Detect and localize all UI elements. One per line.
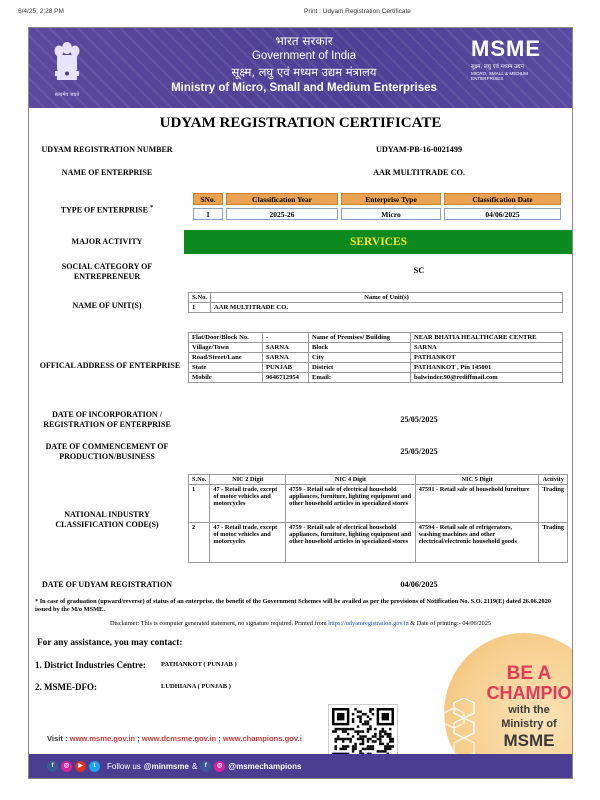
emblem-caption: सत्यमेव जयते [54,92,80,98]
enterprise-name-value: AAR MULTITRADE CO. [373,168,465,177]
type-table-header [193,193,563,205]
handle-minmsme[interactable]: @minmsme [143,762,189,771]
visit-separator: ; [218,734,221,743]
social-category-label: SOCIAL CATEGORY OF ENTREPRENEUR [61,262,153,281]
disclaimer-suffix: & Date of printing:- 04/06/2025 [410,620,492,627]
dfo-value: LUDHIANA ( PUNJAB ) [161,683,231,690]
address-label: OFFICAL ADDRESS OF ENTERPRISE [39,361,181,370]
nic-cell: 47594 - Retail sale of refrigerators, washing machines and other electrical/electronic household goods [415,523,539,563]
msme-logo-hindi: सूक्ष्म, लघु एवं मध्यम उद्यम [471,64,524,70]
ministry-english: Ministry of Micro, Small and Medium Enterprises [171,82,437,94]
nic-label: NATIONAL INDUSTRY CLASSIFICATION CODE(S) [55,510,159,529]
facebook-icon[interactable]: f [200,761,211,772]
gov-english: Government of India [251,50,357,62]
address-value: SARNA [263,353,309,363]
dfo-label: 2. MSME-DFO: [35,682,97,692]
enterprise-name-label: NAME OF ENTERPRISE [61,168,153,177]
type-header-year: Classification Year [226,193,338,205]
nic-cell: 4759 - Retail sale of electrical household appliances, furniture, lighting equipment and other household articles in specialized stores [286,523,416,563]
champions-site-link[interactable]: www.champions.gov.i [222,734,302,743]
government-banner [29,28,572,108]
type-cell-sno: 1 [193,208,223,220]
table-row [189,353,563,363]
address-key: Village/Town [189,343,263,353]
follow-text: Follow us [107,762,141,771]
type-cell-type: Micro [341,208,441,220]
visit-links [47,734,302,743]
handle-msmechampions[interactable]: @msmechampions [228,762,302,771]
dcmsme-site-link[interactable]: www.dcmsme.gov.in [141,734,217,743]
address-key: Block [309,343,411,353]
units-cell-sno: 1 [189,303,211,313]
address-key: Mobile [189,373,263,383]
nic-cell: 47591 - Retail sale of household furniture [415,485,539,523]
table-row [189,363,563,373]
address-value: PUNJAB [263,363,309,373]
address-key: Road/Street/Lane [189,353,263,363]
visit-prefix: Visit : [47,734,68,743]
incorporation-label: DATE OF INCORPORATION / REGISTRATION OF ENTERPRISE [43,410,171,429]
nic-header-4digit: NIC 4 Digit [286,475,416,485]
type-table-row [193,208,563,220]
major-activity-label: MAJOR ACTIVITY [71,237,143,246]
disclaimer-prefix: Disclaimer: This is computer generated statement, no signature required. Printed from [109,620,327,627]
address-key: State [189,363,263,373]
address-value: PATHANKOT [411,353,563,363]
nic-table-header [189,475,568,485]
instagram-icon[interactable]: ◎ [214,761,225,772]
dic-value: PATHANKOT ( PUNJAB ) [161,661,237,668]
footer-ampersand: & [191,762,198,771]
nic-cell: 1 [189,485,210,523]
type-label-asterisk: * [149,204,154,211]
address-value: - [263,333,309,343]
youtube-icon[interactable]: ▶ [75,761,86,772]
nic-table [188,474,568,563]
type-cell-year: 2025-26 [226,208,338,220]
commencement-label: DATE OF COMMENCEMENT OF PRODUCTION/BUSINESS [45,442,169,461]
nic-header-2digit: NIC 2 Digit [210,475,286,485]
msme-logo [471,38,561,81]
msme-site-link[interactable]: www.msme.gov.in [69,734,136,743]
nic-cell: 4759 - Retail sale of electrical household appliances, furniture, lighting equipment and other household articles in specialized stores [286,485,416,523]
type-label [37,203,177,215]
promo-line2: CHAMPIO [486,683,572,703]
email-value: balwinder.90@rediffmail.com [411,373,563,383]
enterprise-type-table [193,193,563,220]
reg-number-value: UDYAM-PB-16-0021499 [375,145,463,154]
promo-line3: with the [508,704,550,716]
address-value: SARNA [263,343,309,353]
address-value: NEAR BHATIA HEALTHCARE CENTRE [411,333,563,343]
address-value: 9646712954 [263,373,309,383]
type-cell-date: 04/06/2025 [444,208,561,220]
promo-line5: MSME [503,731,555,750]
social-category-value: SC [413,266,425,275]
assistance-heading: For any assistance, you may contact: [37,638,183,648]
facebook-icon[interactable]: f [47,761,58,772]
promo-line4: Ministry of [501,718,557,730]
nic-cell: 47 - Retail trade, except of motor vehicles and motorcycles [210,485,286,523]
udyam-date-value: 04/06/2025 [400,580,438,589]
units-header-sno: S.No. [189,293,211,303]
address-key: Flat/Door/Block No. [189,333,263,343]
table-row [189,523,568,563]
units-cell-name: AAR MULTITRADE CO. [211,303,563,313]
table-row [189,333,563,343]
address-value: PATHANKOT , Pin 145001 [411,363,563,373]
disclaimer-link[interactable]: https://udyamregistration.gov.in [328,620,409,627]
major-activity-value: SERVICES [184,230,573,254]
udyam-date-label: DATE OF UDYAM REGISTRATION [41,580,172,589]
address-key: District [309,363,411,373]
units-header-name: Name of Unit(s) [211,293,563,303]
msme-logo-english: MICRO, SMALL & MEDIUM ENTERPRISES [471,71,529,81]
table-row [189,303,563,313]
address-value: SARNA [411,343,563,353]
table-row [189,373,563,383]
disclaimer [29,620,572,627]
ministry-hindi: सूक्ष्म, लघु एवं मध्यम उद्यम मंत्रालय [231,65,377,79]
msme-logo-text: MSME [471,36,541,61]
nic-cell: 47 - Retail trade, except of motor vehicles and motorcycles [210,523,286,563]
social-footer [29,754,572,779]
type-header-type: Enterprise Type [341,193,441,205]
print-header [18,8,582,20]
address-key: Name of Premises/ Building [309,333,411,343]
certificate-frame [28,27,573,779]
nic-cell: 2 [189,523,210,563]
nic-header-activity: Activity [539,475,568,485]
units-table [188,292,563,313]
social-row [47,761,301,772]
address-key: Email: [309,373,411,383]
units-label: NAME OF UNIT(S) [72,301,142,310]
units-table-header [189,293,563,303]
incorporation-date: 25/05/2025 [400,415,438,424]
graduation-note: * In case of graduation (upward/reverse) of status of an enterprise, the benefit of the Government Schemes will be availed as per the provisions of Notification No. S.O. 2119(E) dated 26.06.2020 issued by the M/o MSME. [35,598,551,613]
visit-separator: ; [137,734,140,743]
nic-header-sno: S.No. [189,475,210,485]
table-row [189,485,568,523]
nic-cell: Trading [539,523,568,563]
type-label-text: TYPE OF ENTERPRISE [60,205,148,215]
reg-number-label: UDYAM REGISTRATION NUMBER [41,145,173,154]
instagram-icon[interactable]: ◎ [61,761,72,772]
honeycomb-icon [444,698,484,758]
commencement-date: 25/05/2025 [400,447,438,456]
twitter-icon[interactable]: t [89,761,100,772]
print-datetime: 6/4/25, 2:28 PM [18,8,64,15]
champion-text [479,664,573,751]
nic-header-5digit: NIC 5 Digit [415,475,539,485]
type-header-sno: SNo. [193,193,223,205]
national-emblem-icon [51,38,83,94]
dic-label: 1. District Industries Centre: [35,660,146,670]
government-title-block [139,34,469,96]
gov-hindi: भारत सरकार [275,34,333,48]
certificate-title: UDYAM REGISTRATION CERTIFICATE [159,115,442,131]
address-table [188,332,563,383]
table-row [189,343,563,353]
print-title: Print : Udyam Registration Certificate [304,8,411,15]
promo-line1: BE A [506,663,552,684]
type-header-date: Classification Date [444,193,561,205]
address-key: City [309,353,411,363]
nic-cell: Trading [539,485,568,523]
